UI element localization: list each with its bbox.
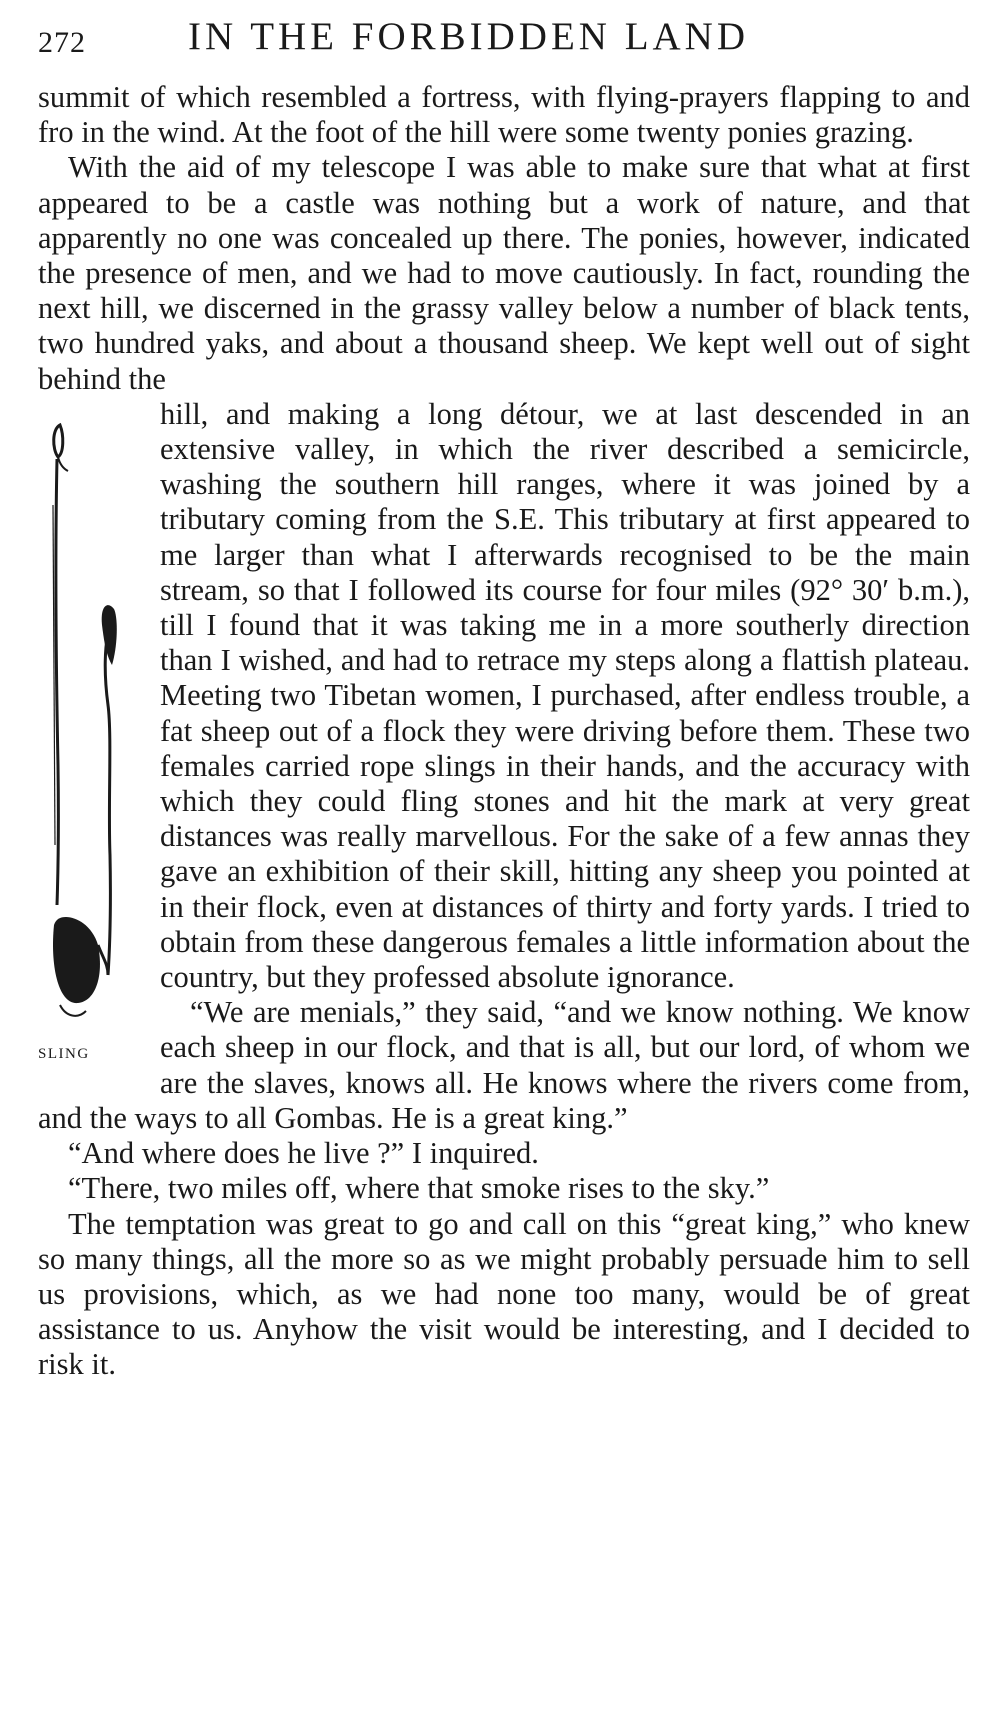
figure-caption: SLING bbox=[38, 1045, 90, 1062]
book-page bbox=[38, 0, 970, 1725]
paragraph-6: The temptation was great to go and call on this “great king,” who knew so many things, all the more so as we might probably persuade him to sell us provisions, which, as we had none too many, would be of great assistance to us. Anyhow the visit would be interesting, and I decided to risk it. bbox=[38, 1206, 970, 1382]
body-text bbox=[38, 80, 970, 1383]
paragraph-5: “There, two miles off, where that smoke rises to the sky.” bbox=[68, 1171, 770, 1206]
page-header bbox=[38, 14, 970, 64]
sling-figure bbox=[38, 397, 160, 1072]
paragraph-1: summit of which resembled a fortress, with flying-prayers flapping to and fro in the wind. At the foot of the hill were some twenty ponies grazing. bbox=[38, 80, 970, 150]
sling-icon bbox=[38, 405, 128, 1025]
running-title: IN THE FORBIDDEN LAND bbox=[188, 15, 750, 58]
page-number: 272 bbox=[38, 26, 86, 59]
paragraph-3: “We are menials,” they said, “and we know nothing. We know each sheep in our flock, and that is all, but our lord, of whom we are the slaves, knows all. He knows where the rivers come from, and the ways to all Gombas. He is a great king.” bbox=[38, 995, 970, 1135]
paragraph-2-continued: hill, and making a long détour, we at last descended in an extensive valley, in which the river described a semicircle, washing the southern hill ranges, where it was joined by a tributary coming from the S.E. This tributary at first appeared to me larger than what I afterwards recognised to be the main stream, so that I followed its course for four miles (92° 30′ b.m.), till I found that it was taking me in a more southerly direction than I wished, and had to retrace my steps along a flattish plateau. Meeting two Tibetan women, I purchased, after endless trouble, a fat sheep out of a flock they were driving before them. These two females carried rope slings in their hands, and the accuracy with which they could fling stones and hit the mark at very great distances was really marvellous. For the sake of a few annas they gave an exhibition of their skill, hitting any sheep you pointed at in their flock, even at distances of thirty and forty yards. I tried to obtain from these dangerous females a little information about the country, but they professed absolute ignorance. bbox=[160, 396, 970, 995]
paragraph-2-lead: With the aid of my telescope I was able to make sure that what at first appeared to be a castle was nothing but a work of nature, and that apparently no one was concealed up there. The ponies, however, indicated the presence of men, and we had to move cautiously. In fact, rounding the next hill, we discerned in the grassy valley below a number of black tents, two hundred yaks, and about a thousand sheep. We kept well out of sight behind the bbox=[38, 150, 970, 396]
paragraph-4: “And where does he live ?” I inquired. bbox=[68, 1136, 539, 1171]
